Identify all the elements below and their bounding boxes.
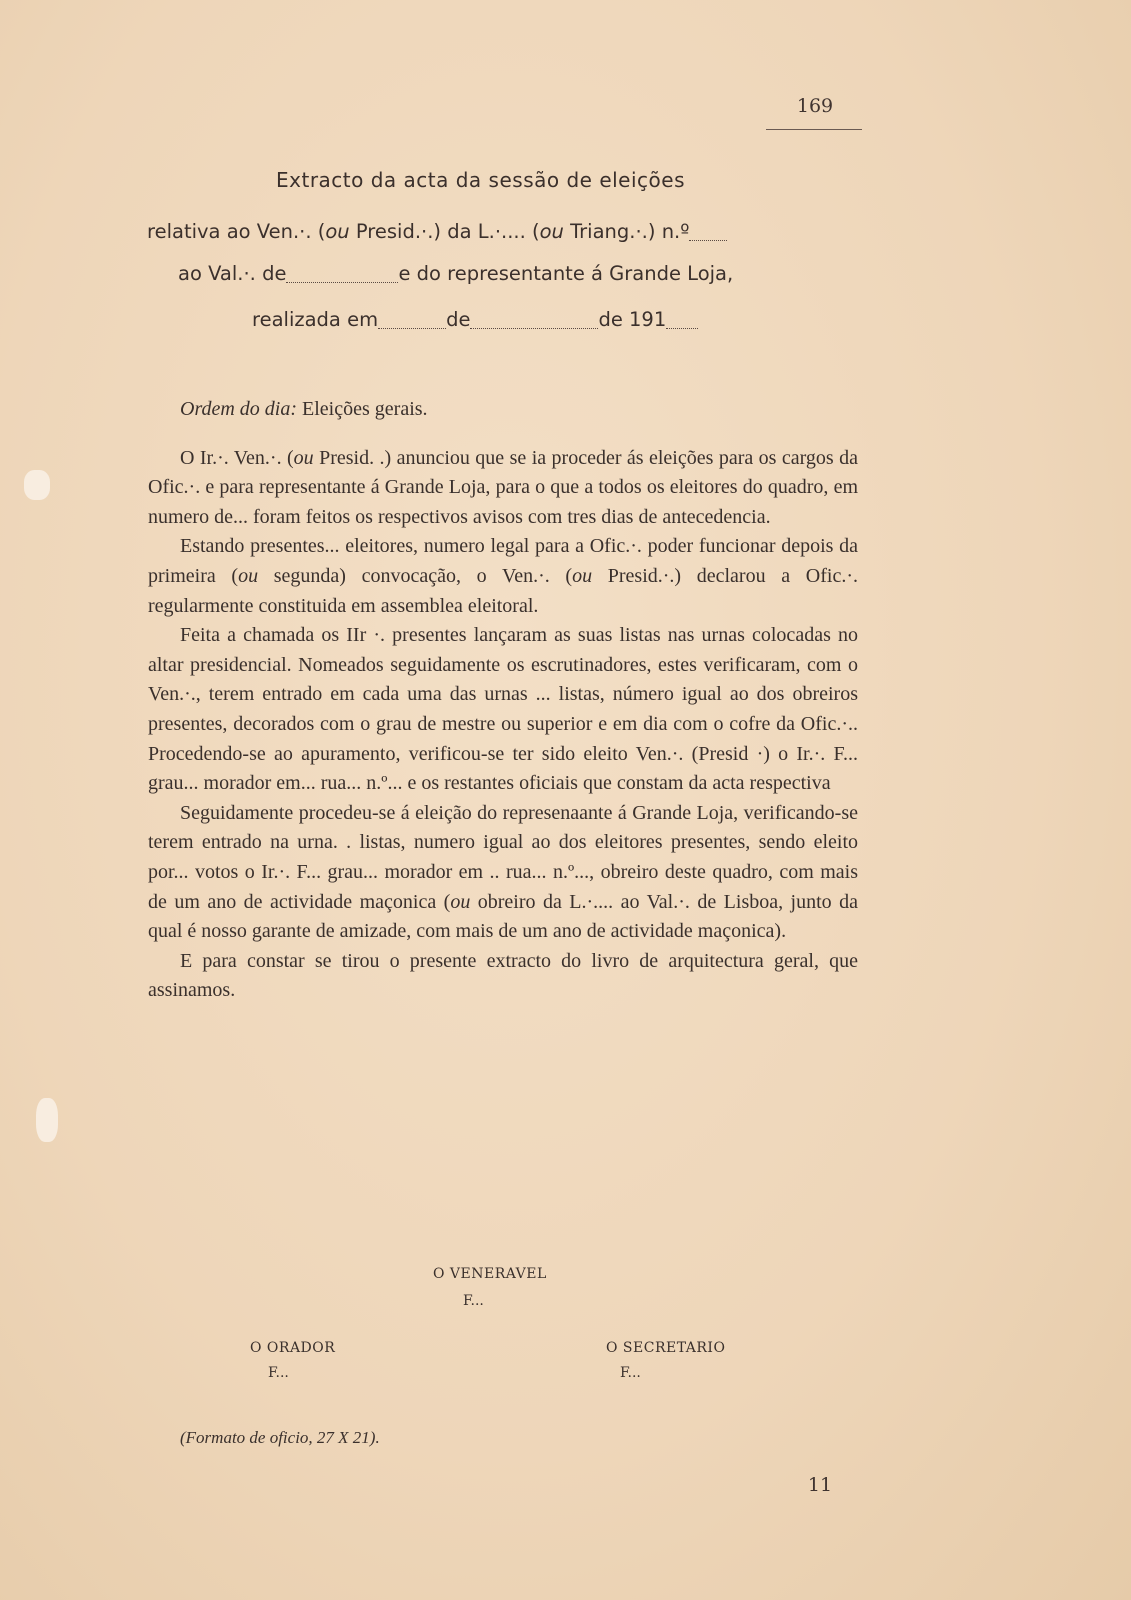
heading-line-2-part-c: Presid.·.) da L.·.... ( xyxy=(349,220,540,243)
heading-line-2-part-e: Triang.·.) n.º xyxy=(563,220,690,243)
paragraph-3: Feita a chamada os IIr ·. presentes lançaram as suas listas nas urnas colocadas no altar presidencial. Nomeados seguidamente os escrutinadores, estes verificaram, com o Ven.·., terem entrado em cada uma das urnas ... listas, número igual ao dos obreiros presentes, decorados com o grau de mestre ou superior e em dia com o cofre da Ofic.·.. Procedendo-se ao apuramento, verificou-se ter sido eleito Ven.·. (Presid ·) o Ir.·. F... grau... morador em... rua... n.º... e os restantes oficiais que constam da acta respectiva xyxy=(148,624,858,795)
heading-line-3-part-a: ao Val.·. de xyxy=(178,262,287,285)
agenda-label: Ordem do dia: xyxy=(180,398,298,420)
blank-number-field xyxy=(689,239,727,241)
heading-line-2-ou-2: ou xyxy=(539,220,564,243)
paragraph-2-e: Presid.·.) declarou a Ofic.·. regularmente constituida em assemblea eleitoral. xyxy=(148,564,858,617)
paragraph-2-ou-1: ou xyxy=(238,564,259,587)
heading-line-2 xyxy=(147,220,727,243)
page-number: 169 xyxy=(796,95,834,117)
heading-line-4-part-a: realizada em xyxy=(252,308,379,331)
paragraph-2-a: Estando presentes... eleitores, numero legal para a Ofic.·. poder funcionar depois da primeira ( xyxy=(148,535,858,587)
paragraph-2 xyxy=(148,532,858,621)
blank-valley-field xyxy=(286,281,398,283)
paragraph-4 xyxy=(148,799,858,947)
heading-line-3-part-b: e do representante á Grande Loja, xyxy=(398,262,734,285)
paragraph-4-c: obreiro da L.·.... ao Val.·. de Lisboa, junto da qual é nosso garante de amizade, com mais de um ano de actividade maçonica). xyxy=(148,890,858,943)
veneravel-name: F... xyxy=(463,1293,484,1309)
agenda-text: Eleições gerais. xyxy=(297,398,428,420)
paragraph-5: E para constar se tirou o presente extracto do livro de arquitectura geral, que assinamos. xyxy=(148,949,858,1002)
paragraph-1-a: O Ir.·. Ven.·. ( xyxy=(180,446,294,469)
binding-hole xyxy=(36,1098,58,1142)
paragraph-1 xyxy=(148,444,858,533)
paragraph-1-ou: ou xyxy=(293,446,314,469)
heading-line-4 xyxy=(252,308,698,331)
agenda-line xyxy=(148,395,858,425)
secretario-title: O SECRETARIO xyxy=(606,1340,726,1356)
paragraph-4-a: Seguidamente procedeu-se á eleição do represenaante á Grande Loja, verificando-se terem entrado na urna. . listas, numero igual ao dos eleitores presentes, sendo eleito por... votos o Ir.·. F... grau... morador em .. rua... n.º..., obreiro deste quadro, com mais de um ano de actividade maçonica ( xyxy=(148,801,858,913)
paragraph-4-ou: ou xyxy=(450,890,471,913)
blank-month-field xyxy=(470,327,598,329)
orador-title: O ORADOR xyxy=(250,1340,336,1356)
orador-name: F... xyxy=(268,1365,289,1381)
sheet-number: 11 xyxy=(807,1474,833,1496)
binding-hole xyxy=(24,470,50,500)
heading-line-2-ou-1: ou xyxy=(325,220,350,243)
body-text xyxy=(148,395,858,1006)
blank-day-field xyxy=(378,327,446,329)
heading-line-4-part-c: de 191 xyxy=(598,308,667,331)
paragraph-1-c: Presid. .) anunciou que se ia proceder ás eleições para os cargos da Ofic.·. e para representante á Grande Loja, para o que a todos os eleitores do quadro, em numero de... foram feitos os respectivos avisos com tres dias de antecedencia. xyxy=(148,446,858,528)
paragraph-2-c: segunda) convocação, o Ven.·. ( xyxy=(258,564,573,587)
heading-line-2-part-a: relativa ao Ven.·. ( xyxy=(147,220,326,243)
veneravel-title: O VENERAVEL xyxy=(433,1266,547,1282)
format-note: (Formato de oficio, 27 X 21). xyxy=(180,1428,380,1447)
heading-line-3 xyxy=(178,262,733,285)
secretario-name: F... xyxy=(620,1365,641,1381)
paragraph-2-ou-2: ou xyxy=(572,564,593,587)
heading-line-4-part-b: de xyxy=(446,308,471,331)
blank-year-field xyxy=(666,327,698,329)
heading-line-1: Extracto da acta da sessão de eleições xyxy=(276,168,685,192)
page-number-rule xyxy=(766,129,862,130)
